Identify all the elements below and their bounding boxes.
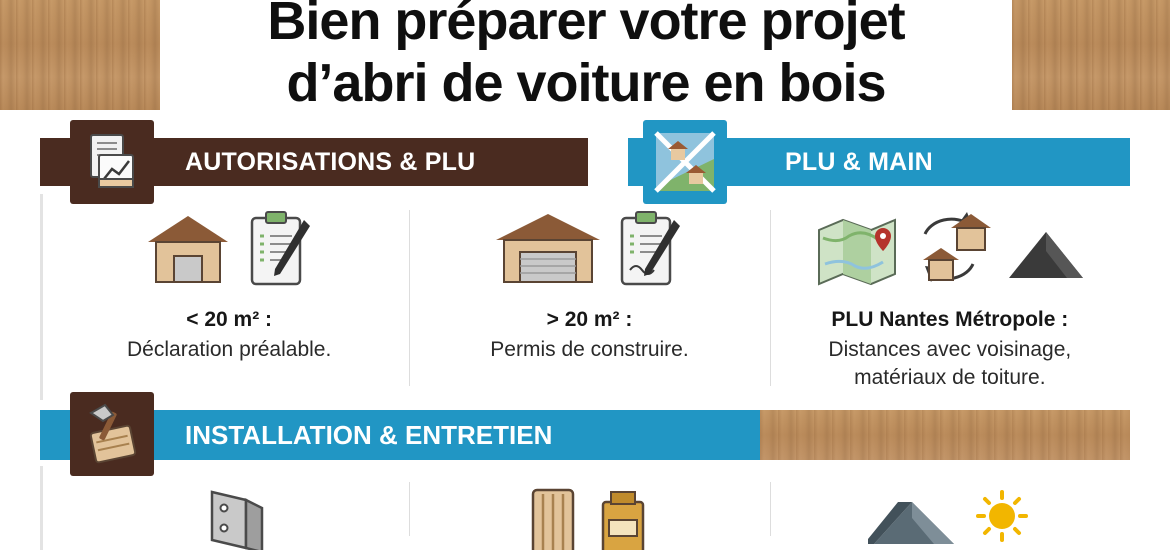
card-title: < 20 m² :	[186, 308, 273, 331]
page-title	[160, 0, 1012, 122]
hammer-plank-icon	[70, 392, 154, 476]
house-clipboard-icon	[63, 208, 395, 294]
card-toiture-soleil	[770, 466, 1130, 550]
card-title: PLU Nantes Métropole :	[831, 308, 1069, 331]
section-one-header	[40, 130, 1130, 188]
card-text: Distances avec voisinage, matériaux de toiture.	[828, 338, 1072, 389]
section-installation	[40, 400, 1130, 550]
bar-installation-entretien-label: INSTALLATION & ENTRETIEN	[185, 419, 553, 450]
section-one-cards	[40, 194, 1130, 400]
wood-texture-right	[1012, 0, 1170, 110]
bar-plu-main-label: PLU & MAIN	[785, 147, 933, 176]
card-installation-fixation	[49, 466, 409, 550]
card-title: > 20 m² :	[546, 308, 633, 331]
page-title-line-2: d’abri de voiture en bois	[286, 53, 886, 113]
card-plu-nantes-metropole	[770, 194, 1130, 400]
section-two-header	[40, 400, 1130, 460]
document-ruler-icon	[70, 120, 154, 204]
card-text: Déclaration préalable.	[127, 338, 332, 361]
bar-autorisations-plu-label: AUTORISATIONS & PLU	[185, 147, 476, 176]
card-text: Permis de construire.	[490, 338, 689, 361]
section-autorisations	[40, 130, 1130, 400]
map-houses-icon	[784, 208, 1116, 294]
card-permis-de-construire	[409, 194, 769, 400]
map-plot-icon	[643, 120, 727, 204]
card-traitement-bois	[409, 466, 769, 550]
garage-clipboard-icon	[423, 208, 755, 294]
page-title-line-1: Bien préparer votre projet	[267, 0, 905, 51]
wood-texture-left	[0, 0, 160, 110]
section-two-cards	[40, 466, 1130, 550]
card-declaration-prealable	[49, 194, 409, 400]
wood-texture-bar	[760, 410, 1130, 460]
